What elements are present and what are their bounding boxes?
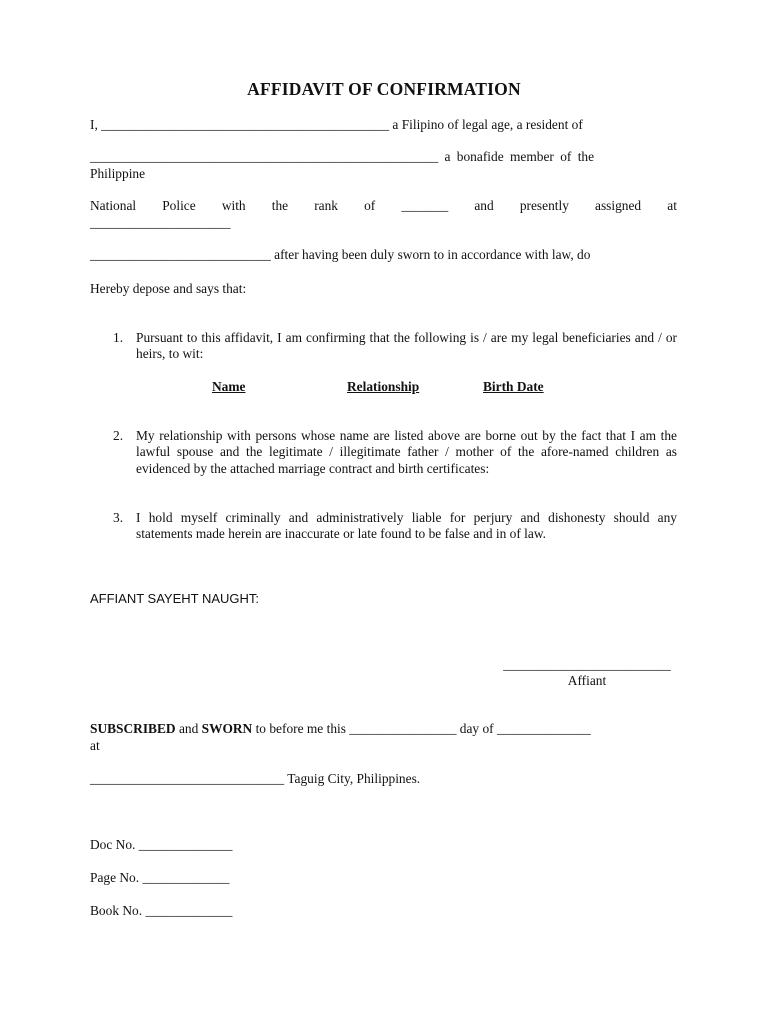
- item-number: 1.: [113, 330, 124, 345]
- place-blank: _____________________________: [90, 771, 285, 786]
- item-number: 3.: [113, 510, 124, 525]
- subscribed-word: SUBSCRIBED: [90, 721, 176, 736]
- column-header-name: Name: [212, 379, 246, 394]
- book-no-blank: _____________: [145, 903, 233, 918]
- word: rank: [314, 198, 338, 213]
- name-blank: ___________________________________________: [101, 117, 390, 132]
- word: National: [90, 198, 137, 213]
- item-text: Pursuant to this affidavit, I am confirming that the following is / are my legal beneficiaries and / or heirs, to wit:: [136, 330, 677, 362]
- jurat-at: at: [90, 738, 100, 753]
- item-number: 2.: [113, 428, 124, 443]
- column-header-birth-date: Birth Date: [483, 379, 544, 394]
- rank-blank: _______: [401, 198, 449, 213]
- depose-line: Hereby depose and says that:: [90, 281, 247, 296]
- intro-line-6-text: after having been duly sworn to in accordance with law, do: [270, 247, 591, 262]
- intro-pronoun: I,: [90, 117, 102, 132]
- place-text: Taguig City, Philippines.: [284, 771, 421, 786]
- page-no-field: [90, 870, 230, 886]
- page-no-blank: _____________: [142, 870, 230, 885]
- jurat-rest: to before me this ________________ day of ______________: [252, 721, 591, 736]
- intro-line-6: [90, 247, 590, 263]
- assignment-place-blank: ___________________________: [90, 247, 271, 262]
- doc-no-blank: ______________: [138, 837, 233, 852]
- intro-line-2: [90, 149, 678, 165]
- sworn-word: SWORN: [201, 721, 253, 736]
- intro-line-1: [90, 117, 583, 133]
- doc-no-field: [90, 837, 232, 853]
- intro-line-4: [90, 198, 677, 214]
- affiant-label: Affiant: [567, 673, 607, 688]
- word: the: [271, 198, 289, 213]
- document-title: AFFIDAVIT OF CONFIRMATION: [247, 79, 521, 99]
- jurat-place-line: [90, 771, 420, 787]
- column-header-relationship: Relationship: [347, 379, 420, 394]
- word: assigned: [595, 198, 642, 213]
- intro-line-2-text: a bonafide member of the: [438, 149, 595, 164]
- word: Police: [162, 198, 196, 213]
- word: and: [474, 198, 494, 213]
- item-text: I hold myself criminally and administratively liable for perjury and dishonesty should any statements made herein are inaccurate or late found to be false and in of law.: [136, 510, 677, 542]
- word: at: [667, 198, 677, 213]
- book-no-field: [90, 903, 233, 919]
- word: with: [221, 198, 246, 213]
- residence-blank: ____________________________________________________: [90, 149, 439, 164]
- assignment-blank: _____________________: [90, 215, 231, 230]
- book-no-label: Book No.: [90, 903, 143, 918]
- doc-no-label: Doc No.: [90, 837, 136, 852]
- jurat-line: [90, 721, 591, 737]
- jurat-and: and: [175, 721, 202, 736]
- affiant-closing: AFFIANT SAYEHT NAUGHT:: [90, 591, 260, 606]
- item-text: My relationship with persons whose name are listed above are borne out by the fact that I am the lawful spouse and the legitimate / illegitimate father / mother of the afore-named children as evidenced by the attached marriage contract and birth certificates:: [136, 428, 677, 476]
- affiant-signature-line: _________________________: [503, 657, 671, 672]
- intro-line-1-text: a Filipino of legal age, a resident of: [389, 117, 583, 132]
- word: presently: [519, 198, 569, 213]
- intro-line-3: Philippine: [90, 166, 146, 181]
- word: of: [364, 198, 376, 213]
- page-no-label: Page No.: [90, 870, 140, 885]
